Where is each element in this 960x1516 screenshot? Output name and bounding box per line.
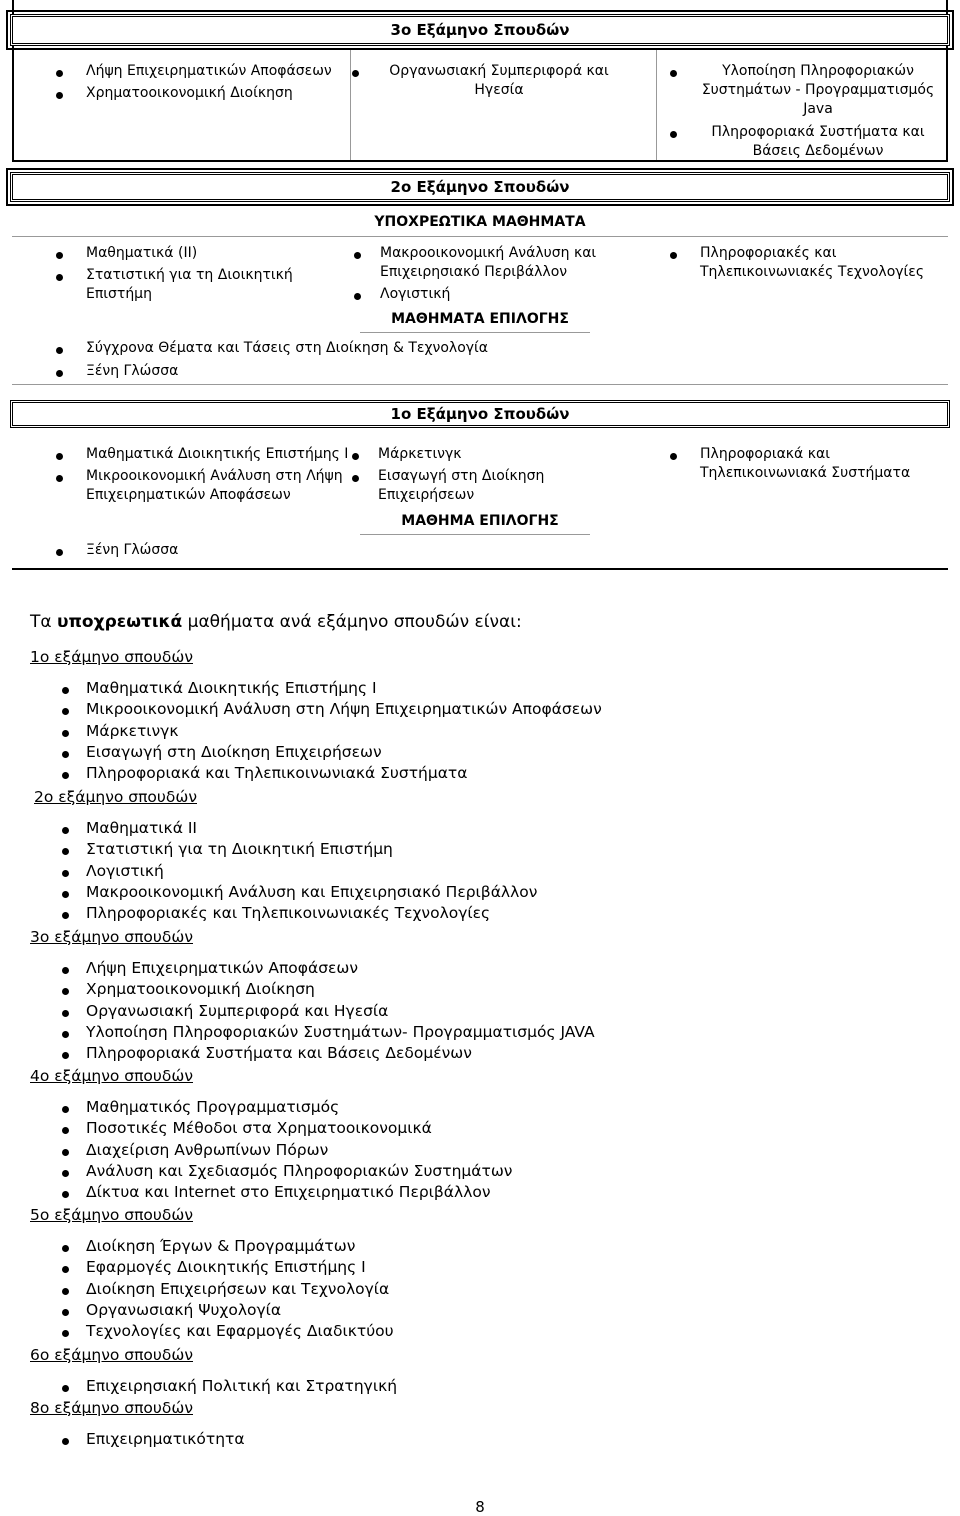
bullet-icon (62, 1031, 69, 1038)
list-item: Διαχείριση Ανθρωπίνων Πόρων (86, 1140, 329, 1159)
sem3-col1 (86, 62, 346, 103)
sem3-title: 3ο Εξάμηνο Σπουδών (390, 21, 570, 39)
bullet-icon (62, 1052, 69, 1059)
sem2-col1 (86, 244, 356, 304)
semester-label: 4ο εξάμηνο σπουδών (30, 1067, 193, 1085)
list-item: Σύγχρονα Θέματα και Τάσεις στη Διοίκηση & Τεχνολογία (86, 340, 489, 356)
list-item: Οργανωσιακή Ψυχολογία (86, 1300, 282, 1319)
semester-label: 6ο εξάμηνο σπουδών (30, 1346, 193, 1364)
list-item: Μαθηματικός Προγραμματισμός (86, 1098, 340, 1116)
list-item: Μικροοικονομική Ανάλυση στη Λήψη Επιχειρηματικών Αποφάσεων (86, 468, 343, 503)
list-item: Πληροφοριακά και Τηλεπικοινωνιακά Συστήματα (86, 764, 468, 783)
sem1-col2 (378, 445, 608, 505)
sem2-electives (86, 339, 586, 381)
intro-after: μαθήματα ανά εξάμηνο σπουδών είναι: (182, 612, 522, 632)
list-item: Οργανωσιακή Συμπεριφορά και Ηγεσία (389, 63, 609, 98)
semester-label: 1ο εξάμηνο σπουδών (30, 648, 193, 666)
bullet-icon (62, 1127, 69, 1134)
sem1-col1 (86, 445, 356, 505)
sem3-header (10, 14, 950, 46)
bullet-icon (62, 988, 69, 995)
bullet-icon (62, 751, 69, 758)
bullet-icon (62, 1149, 69, 1156)
list-item: Εφαρμογές Διοικητικής Επιστήμης Ι (86, 1258, 366, 1277)
bullet-icon (62, 1245, 69, 1252)
sem1-title: 1ο Εξάμηνο Σπουδών (390, 405, 570, 423)
list-item: Εισαγωγή στη Διοίκηση Επιχειρήσεων (86, 742, 382, 761)
bullet-icon (62, 1438, 69, 1445)
list-item: Δίκτυα και Internet στο Επιχειρηματικό Περιβάλλον (86, 1183, 491, 1202)
list-item: Διοίκηση Έργων & Προγραμμάτων (86, 1237, 356, 1255)
list-item: Υλοποίηση Πληροφοριακών Συστημάτων- Προγραμματισμός JAVA (86, 1022, 595, 1041)
bullet-icon (62, 708, 69, 715)
sem2-title: 2ο Εξάμηνο Σπουδών (390, 178, 570, 196)
list-item: Πληροφοριακά Συστήματα και Βάσεις Δεδομένων (711, 124, 925, 159)
list-item: Επιχειρηματικότητα (86, 1430, 245, 1448)
page-number: 8 (475, 1498, 485, 1516)
intro-before: Τα (30, 612, 57, 632)
sem2-col2 (380, 244, 620, 304)
list-item: Λογιστική (380, 286, 451, 302)
list-item: Ανάλυση και Σχεδιασμός Πληροφοριακών Συστημάτων (86, 1161, 513, 1180)
bullet-icon (62, 1266, 69, 1273)
bullet-icon (62, 967, 69, 974)
list-item: Πληροφοριακά και Τηλεπικοινωνιακά Συστήματα (700, 446, 911, 481)
list-item: Πληροφοριακές και Τηλεπικοινωνιακές Τεχνολογίες (86, 904, 491, 923)
list-item: Μικροοικονομική Ανάλυση στη Λήψη Επιχειρηματικών Αποφάσεων (86, 700, 602, 719)
list-item: Χρηματοοικονομική Διοίκηση (86, 85, 293, 101)
bullet-icon (62, 870, 69, 877)
bullet-icon (62, 827, 69, 834)
bullet-icon (62, 1010, 69, 1017)
list-item: Λήψη Επιχειρηματικών Αποφάσεων (86, 63, 332, 79)
list-item: Πληροφοριακές και Τηλεπικοινωνιακές Τεχνολογίες (700, 245, 925, 280)
list-item: Τεχνολογίες και Εφαρμογές Διαδικτύου (86, 1322, 394, 1341)
list-item: Στατιστική για τη Διοικητική Επιστήμη (86, 840, 393, 859)
sem2-col3 (700, 244, 950, 282)
list-item: Μάρκετινγκ (378, 446, 462, 462)
list-item: Ποσοτικές Μέθοδοι στα Χρηματοοικονομικά (86, 1119, 432, 1138)
sem2-header (10, 172, 950, 202)
list-item: Ξένη Γλώσσα (86, 542, 179, 558)
list-item: Επιχειρησιακή Πολιτική και Στρατηγική (86, 1377, 398, 1395)
list-item: Μαθηματικά Διοικητικής Επιστήμης Ι (86, 446, 349, 462)
list-item: Πληροφοριακά Συστήματα και Βάσεις Δεδομένων (86, 1044, 472, 1063)
intro-sentence (30, 612, 522, 632)
bullet-icon (62, 891, 69, 898)
bullet-icon (62, 1191, 69, 1198)
sem3-col2 (374, 62, 624, 100)
semester-label: 3ο εξάμηνο σπουδών (30, 928, 193, 946)
list-item: Στατιστική για τη Διοικητική Επιστήμη (86, 267, 293, 302)
intro-bold: υποχρεωτικά (57, 612, 183, 632)
bullet-icon (62, 1288, 69, 1295)
sem1-electives (86, 541, 386, 560)
bullet-icon (62, 1385, 69, 1392)
list-item: Λήψη Επιχειρηματικών Αποφάσεων (86, 959, 359, 977)
semester-label: 8ο εξάμηνο σπουδών (30, 1399, 193, 1417)
list-item: Διοίκηση Επιχειρήσεων και Τεχνολογία (86, 1279, 390, 1298)
list-item: Μακροοικονομική Ανάλυση και Επιχειρησιακό Περιβάλλον (380, 245, 597, 280)
bullet-icon (62, 1106, 69, 1113)
bullet-icon (62, 730, 69, 737)
list-item: Οργανωσιακή Συμπεριφορά και Ηγεσία (86, 1001, 389, 1020)
bullet-icon (62, 772, 69, 779)
bullet-icon (62, 687, 69, 694)
list-item: Μαθηματικά ΙΙ (86, 819, 197, 837)
bullet-icon (62, 912, 69, 919)
list-item: Εισαγωγή στη Διοίκηση Επιχειρήσεων (378, 468, 545, 503)
bullet-icon (62, 848, 69, 855)
list-item: Ξένη Γλώσσα (86, 363, 179, 379)
sem2-mandatory-label: ΥΠΟΧΡΕΩΤΙΚΑ ΜΑΘΗΜΑΤΑ (374, 214, 586, 230)
list-item: Χρηματοοικονομική Διοίκηση (86, 980, 315, 999)
sem1-elective-label: ΜΑΘΗΜΑ ΕΠΙΛΟΓΗΣ (401, 513, 559, 529)
bullet-icon (62, 1170, 69, 1177)
list-item: Λογιστική (86, 861, 164, 880)
sem2-elective-label: ΜΑΘΗΜΑΤΑ ΕΠΙΛΟΓΗΣ (391, 311, 569, 327)
bullet-icon (62, 1330, 69, 1337)
sem1-col3 (700, 445, 930, 483)
list-item: Μαθηματικά Διοικητικής Επιστήμης Ι (86, 679, 377, 697)
sem1-header (10, 400, 950, 428)
sem3-col3 (700, 62, 936, 161)
list-item: Υλοποίηση Πληροφοριακών Συστημάτων - Προγραμματισμός Java (701, 63, 935, 117)
semester-label: 2ο εξάμηνο σπουδών (34, 788, 197, 806)
list-item: Μάρκετινγκ (86, 721, 179, 740)
list-item: Μαθηματικά (ΙΙ) (86, 245, 198, 261)
list-item: Μακροοικονομική Ανάλυση και Επιχειρησιακό Περιβάλλον (86, 882, 538, 901)
bullet-icon (62, 1309, 69, 1316)
semester-label: 5ο εξάμηνο σπουδών (30, 1206, 193, 1224)
